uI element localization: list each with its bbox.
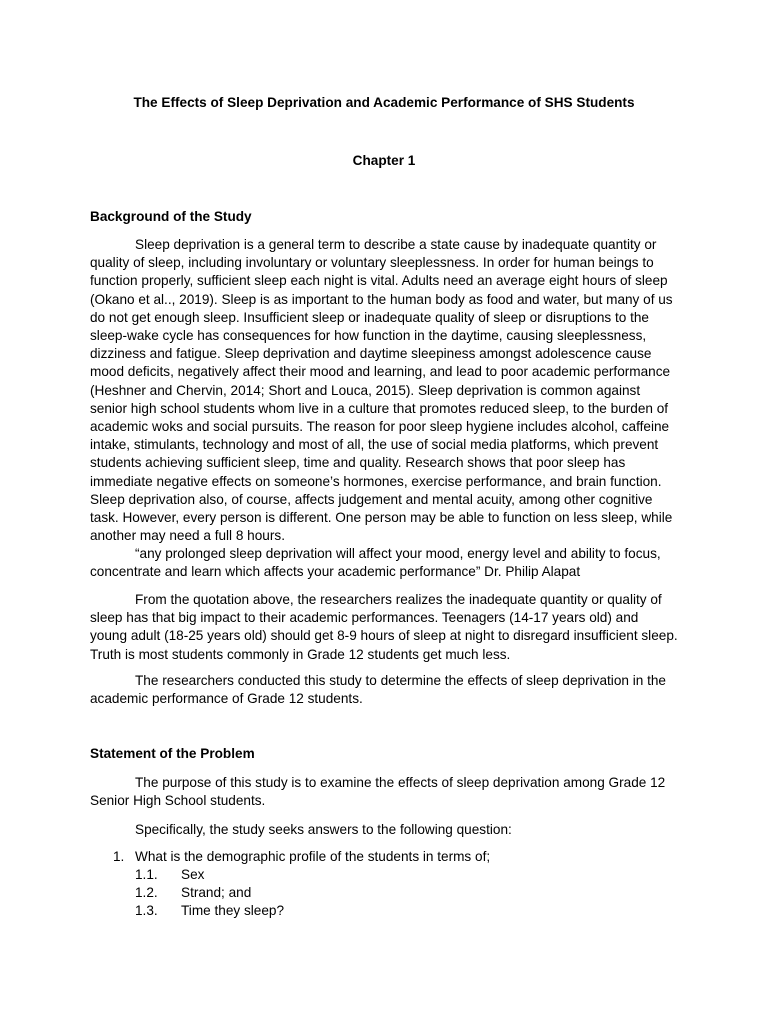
list-subitem-number: 1.1. bbox=[135, 867, 158, 882]
background-paragraph-4: The researchers conducted this study to determine the effects of sleep deprivation in the academic performance of Grade 12 students. bbox=[90, 673, 666, 707]
chapter-heading: Chapter 1 bbox=[352, 153, 416, 168]
list-subitem-text: Strand; and bbox=[181, 885, 252, 900]
list-subitem bbox=[90, 884, 678, 902]
list-subitem-text: Time they sleep? bbox=[181, 903, 285, 918]
background-paragraph-3: From the quotation above, the researchers realizes the inadequate quantity or quality of sleep has that big impact to their academic performances. Teenagers (14-17 years old) and young adult (18-25 years old) should get 8-9 hours of sleep at night to disregard insufficient sleep. Truth is most students commonly in Grade 12 students get much less. bbox=[90, 592, 678, 662]
problem-paragraph-2: Specifically, the study seeks answers to the following question: bbox=[135, 822, 512, 837]
question-list bbox=[90, 848, 678, 920]
list-subitem-number: 1.3. bbox=[135, 903, 158, 918]
section-heading-background: Background of the Study bbox=[90, 209, 252, 224]
list-item-number: 1. bbox=[113, 849, 125, 864]
list-item bbox=[90, 848, 678, 866]
problem-paragraph-1: The purpose of this study is to examine the effects of sleep deprivation among Grade 12 Senior High School students. bbox=[90, 775, 666, 809]
list-subitem bbox=[90, 866, 678, 884]
document-title: The Effects of Sleep Deprivation and Academic Performance of SHS Students bbox=[133, 95, 635, 110]
list-item-text: What is the demographic profile of the students in terms of; bbox=[135, 849, 491, 864]
background-paragraph-quote: “any prolonged sleep deprivation will affect your mood, energy level and ability to focus, concentrate and learn which affects your academic performance” Dr. Philip Alapat bbox=[90, 546, 661, 580]
background-paragraph-1: Sleep deprivation is a general term to describe a state cause by inadequate quantity or quality of sleep, including involuntary or voluntary sleeplessness. In order for human beings to function properly, sufficient sleep each night is vital. Adults need an average eight hours of sleep (Okano et al.., 2019). Sleep is as important to the human body as food and water, but many of us do not get enough sleep. Insufficient sleep or inadequate quality of sleep or disruptions to the sleep-wake cycle has consequences for how function in the daytime, causing sleeplessness, dizziness and fatigue. Sleep deprivation and daytime sleepiness amongst adolescence cause mood deficits, negatively affect their mood and learning, and lead to poor academic performance (Heshner and Chervin, 2014; Short and Louca, 2015). Sleep deprivation is common against senior high school students whom live in a culture that promotes reduced sleep, to the burden of academic woks and social pursuits. The reason for poor sleep hygiene includes alcohol, caffeine intake, stimulants, technology and most of all, the use of social media platforms, which prevent students achieving sufficient sleep, time and quality. Research shows that poor sleep has immediate negative effects on someone’s hormones, exercise performance, and brain function. Sleep deprivation also, of course, affects judgement and mental acuity, among other cognitive task. However, every person is different. One person may be able to function on less sleep, while another may need a full 8 hours. bbox=[90, 237, 673, 544]
list-subitem-text: Sex bbox=[181, 867, 205, 882]
list-subitem-number: 1.2. bbox=[135, 885, 158, 900]
list-subitem bbox=[90, 902, 678, 920]
section-heading-problem: Statement of the Problem bbox=[90, 746, 255, 761]
